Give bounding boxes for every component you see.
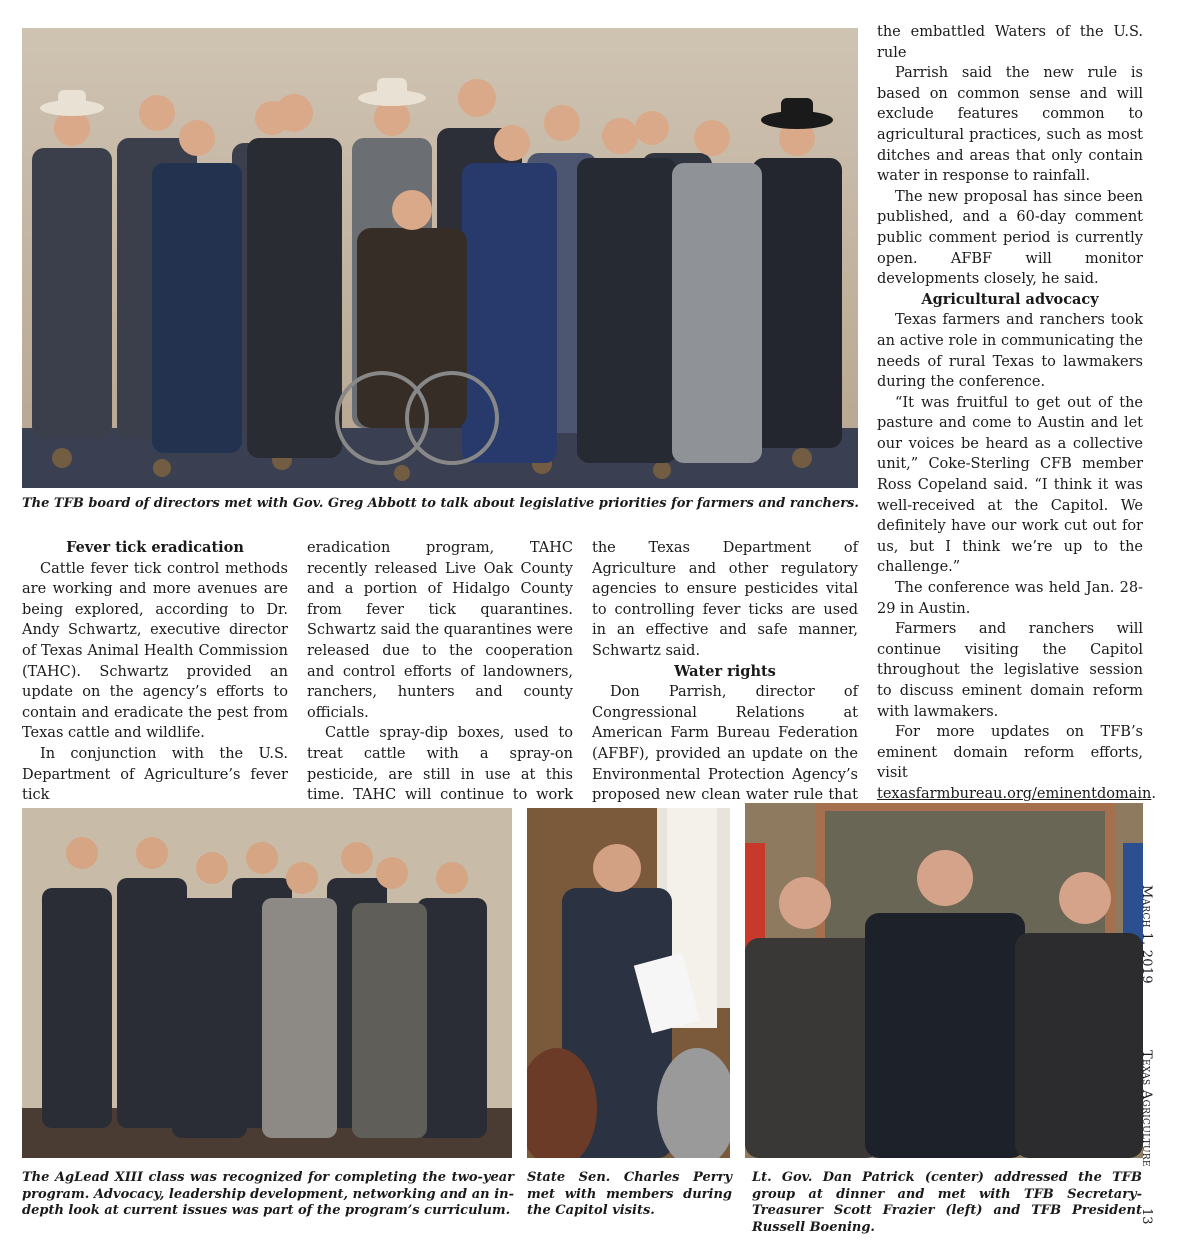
column-1 bbox=[22, 538, 288, 806]
paragraph: the embattled Waters of the U.S. rule bbox=[877, 24, 1143, 61]
paragraph: the Texas Department of Agriculture and other regulatory agencies to ensure pesticides vital to controlling fever ticks are used in an effective and safe manner, Schwartz said. bbox=[592, 540, 858, 659]
patrick-photo-caption: Lt. Gov. Dan Patrick (center) addressed the TFB group at dinner and met with TFB Secretary-Treasurer Scott Frazier (left) and TFB President Russell Boening. bbox=[752, 1170, 1142, 1235]
paragraph: The conference was held Jan. 28-29 in Austin. bbox=[877, 580, 1143, 617]
issue-date: March 1, 2019 bbox=[1139, 885, 1154, 984]
paragraph: “It was fruitful to get out of the pasture and come to Austin and let our voices be heard as a collective unit,” Coke-Sterling CFB member Ross Copeland said. “I think it was well-received at the Capitol. We definitely have our work cut out for us, but I think we’re up to the challenge.” bbox=[877, 394, 1143, 576]
heading-water-rights: Water rights bbox=[674, 662, 776, 680]
column-3 bbox=[592, 538, 858, 826]
text: For more updates on TFB’s eminent domain reform efforts, visit bbox=[877, 724, 1143, 782]
aglead-photo-caption: The AgLead XIII class was recognized for completing the two-year program. Advocacy, leadership development, networking and an in-depth look at current issues was part of the program’s curriculum. bbox=[22, 1170, 514, 1218]
side-footer bbox=[1134, 885, 1154, 1175]
heading-fever-tick: Fever tick eradication bbox=[66, 539, 244, 556]
paragraph: Farmers and ranchers will continue visiting the Capitol throughout the legislative session to discuss eminent domain reform with lawmakers. bbox=[877, 621, 1143, 720]
board-photo-image bbox=[22, 28, 858, 488]
paragraph: The new proposal has since been published, and a 60-day comment public comment period is currently open. AFBF will monitor developments closely, he said. bbox=[877, 188, 1143, 288]
column-4 bbox=[877, 22, 1156, 805]
paragraph: eradication program, TAHC recently released Live Oak County and a portion of Hidalgo County from fever tick quarantines. Schwartz said the quarantines were released due to the cooperation and control efforts of landowners, ranchers, hunters and county officials. bbox=[307, 540, 573, 721]
text: . bbox=[1151, 785, 1156, 802]
paragraph: Parrish said the new rule is based on common sense and will exclude features common to agricultural practices, such as most ditches and areas that only contain water in response to rainfall. bbox=[877, 65, 1143, 185]
paragraph: Don Parrish, director of Congressional Relations at American Farm Bureau Federation (AFBF), provided an update on the Environmental Protection Agency’s proposed new clean water rule that bbox=[592, 684, 858, 804]
board-photo bbox=[22, 28, 858, 488]
perry-photo bbox=[527, 808, 730, 1158]
perry-photo-image bbox=[527, 808, 730, 1158]
paragraph: Texas farmers and ranchers took an active role in communicating the needs of rural Texas to lawmakers during the conference. bbox=[877, 312, 1143, 391]
aglead-photo-image bbox=[22, 808, 512, 1158]
patrick-photo-image bbox=[745, 803, 1143, 1158]
paragraph: In conjunction with the U.S. Department of Agriculture’s fever tick bbox=[22, 745, 288, 804]
perry-photo-caption: State Sen. Charles Perry met with members during the Capitol visits. bbox=[527, 1170, 732, 1218]
paragraph: Cattle fever tick control methods are working and more avenues are being explored, according to Dr. Andy Schwartz, executive director of Texas Animal Health Commission (TAHC). Schwartz provided an update on the agency’s efforts to contain and eradicate the pest from Texas cattle and wildlife. bbox=[22, 560, 288, 742]
column-2 bbox=[307, 538, 573, 826]
aglead-photo bbox=[22, 808, 512, 1158]
board-photo-caption: The TFB board of directors met with Gov. Greg Abbott to talk about legislative priorities for farmers and ranchers. bbox=[22, 496, 859, 511]
publication-name: Texas Agriculture bbox=[1139, 1050, 1154, 1167]
patrick-photo bbox=[745, 803, 1143, 1158]
paragraph: Cattle spray-dip boxes, used to treat cattle with a spray-on pesticide, are still in use at this time. TAHC will continue to work bbox=[307, 725, 573, 804]
eminent-domain-link[interactable]: texasfarmbureau.org/eminentdomain bbox=[877, 785, 1152, 802]
heading-agricultural-advocacy: Agricultural advocacy bbox=[921, 290, 1099, 308]
page-number: 13 bbox=[1139, 1208, 1154, 1225]
paragraph bbox=[877, 722, 1156, 804]
